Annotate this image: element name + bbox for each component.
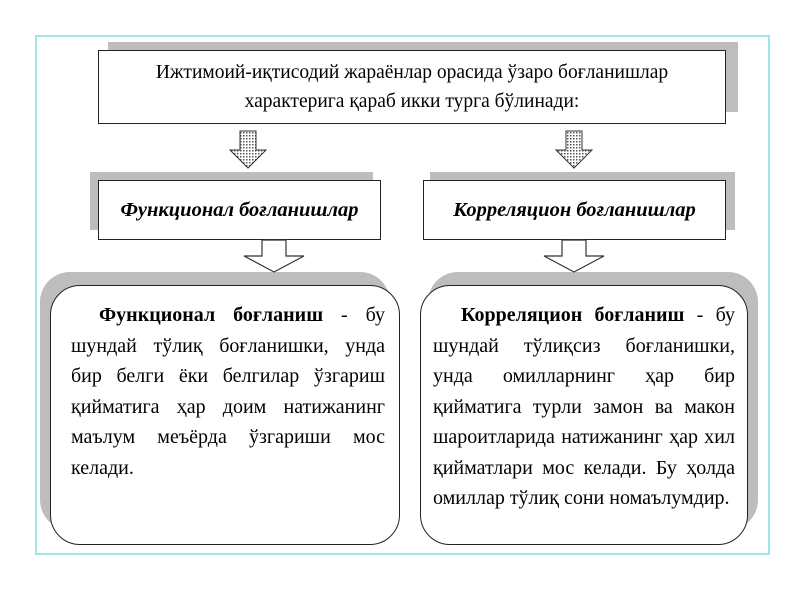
correlation-definition-panel: [420, 285, 748, 545]
functional-term: Функционал боғланиш: [99, 304, 324, 326]
correlation-heading: Корреляцион боғланишлар: [453, 198, 696, 221]
functional-heading-box: [98, 180, 381, 240]
classification-line-2: характерига қараб икки турга бўлинади:: [244, 91, 580, 112]
functional-definition-panel: [50, 285, 400, 545]
correlation-dash: -: [684, 304, 716, 326]
functional-heading: Функционал боғланишлар: [120, 198, 359, 221]
functional-definition-text: бу шундай тўлиқ боғланишки, унда бир белги ёки белгилар ўзгариш қийматига ҳар доим натижанинг маълум меъёрда ўзгариши мос келади.: [71, 304, 385, 479]
correlation-term: Корреляцион боғланиш: [461, 304, 685, 326]
correlation-heading-box: [423, 180, 726, 240]
functional-dash: -: [323, 304, 366, 326]
correlation-definition-text: бу шундай тўлиқсиз боғланишки, унда омилларнинг ҳар бир қийматига турли замон ва макон шароитларида натижанинг ҳар хил қийматлари мос келади. Бу ҳолда омиллар тўлиқ сони номаълумдир.: [433, 304, 735, 509]
classification-line-1: Ижтимоий-иқтисодий жараёнлар орасида ўзаро боғланишлар: [155, 62, 669, 83]
classification-box: [98, 50, 726, 124]
